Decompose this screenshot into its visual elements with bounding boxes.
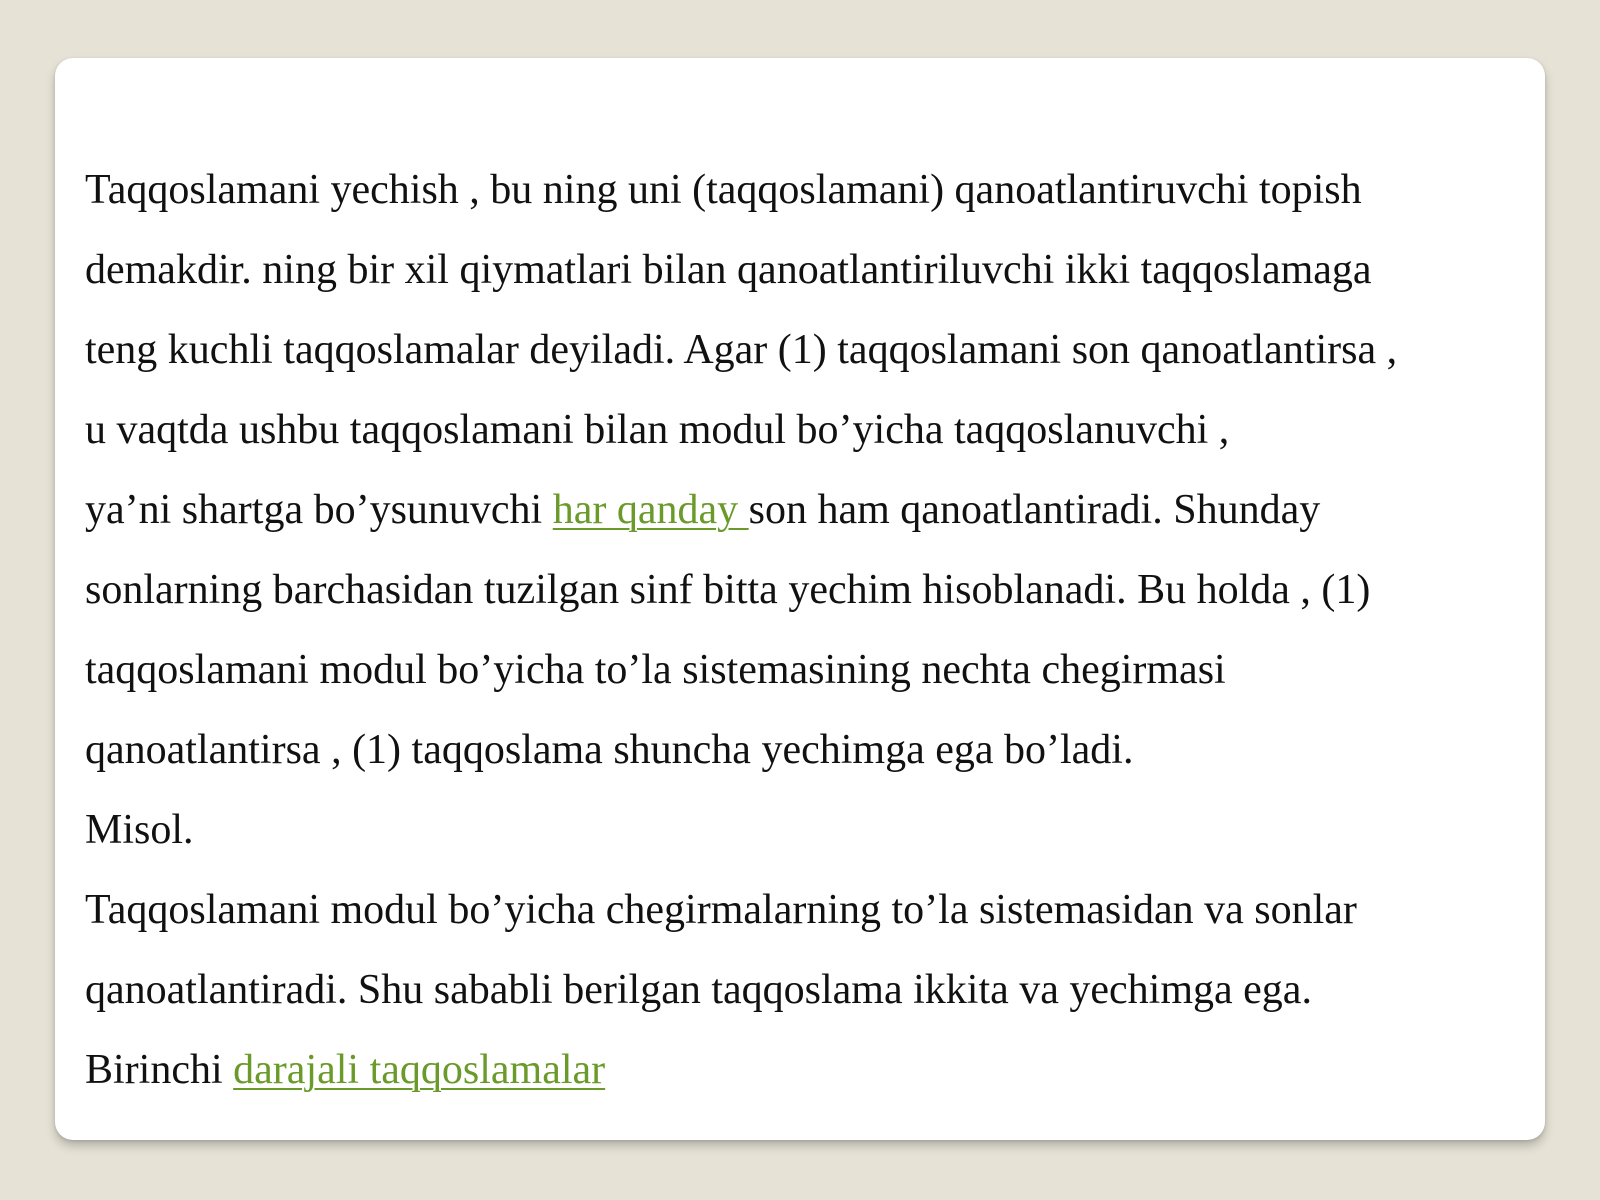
text-line: taqqoslamani modul bo’yicha to’la sistemasining nechta chegirmasi <box>85 647 1226 693</box>
text-segment: son ham qanoatlantiradi. Shunday <box>748 487 1321 533</box>
har-qanday-link[interactable]: har qanday <box>552 487 749 533</box>
document-body <box>85 150 1525 1110</box>
text-line: Taqqoslamani yechish , bu ning uni (taqqoslamani) qanoatlantiruvchi topish <box>85 167 1362 213</box>
text-line: teng kuchli taqqoslamalar deyiladi. Agar (1) taqqoslamani son qanoatlantirsa , <box>85 327 1398 373</box>
text-segment: ya’ni shartga bo’ysunuvchi <box>85 487 553 533</box>
content-card <box>55 58 1545 1140</box>
example-heading: Misol. <box>85 807 194 853</box>
text-line: demakdir. ning bir xil qiymatlari bilan qanoatlantiriluvchi ikki taqqoslamaga <box>85 247 1372 293</box>
text-line: sonlarning barchasidan tuzilgan sinf bitta yechim hisoblanadi. Bu holda , (1) <box>85 567 1371 613</box>
text-line-with-link <box>85 1030 1525 1110</box>
text-line: u vaqtda ushbu taqqoslamani bilan modul bo’yicha taqqoslanuvchi , <box>85 407 1230 453</box>
text-line: Taqqoslamani modul bo’yicha chegirmalarning to’la sistemasidan va sonlar <box>85 887 1357 933</box>
darajali-taqqoslamalar-link[interactable]: darajali taqqoslamalar <box>233 1047 606 1093</box>
text-line-with-link <box>85 470 1525 550</box>
text-line: qanoatlantirsa , (1) taqqoslama shuncha yechimga ega bo’ladi. <box>85 727 1134 773</box>
text-segment: Birinchi <box>85 1047 234 1093</box>
text-line: qanoatlantiradi. Shu sababli berilgan taqqoslama ikkita va yechimga ega. <box>85 967 1312 1013</box>
